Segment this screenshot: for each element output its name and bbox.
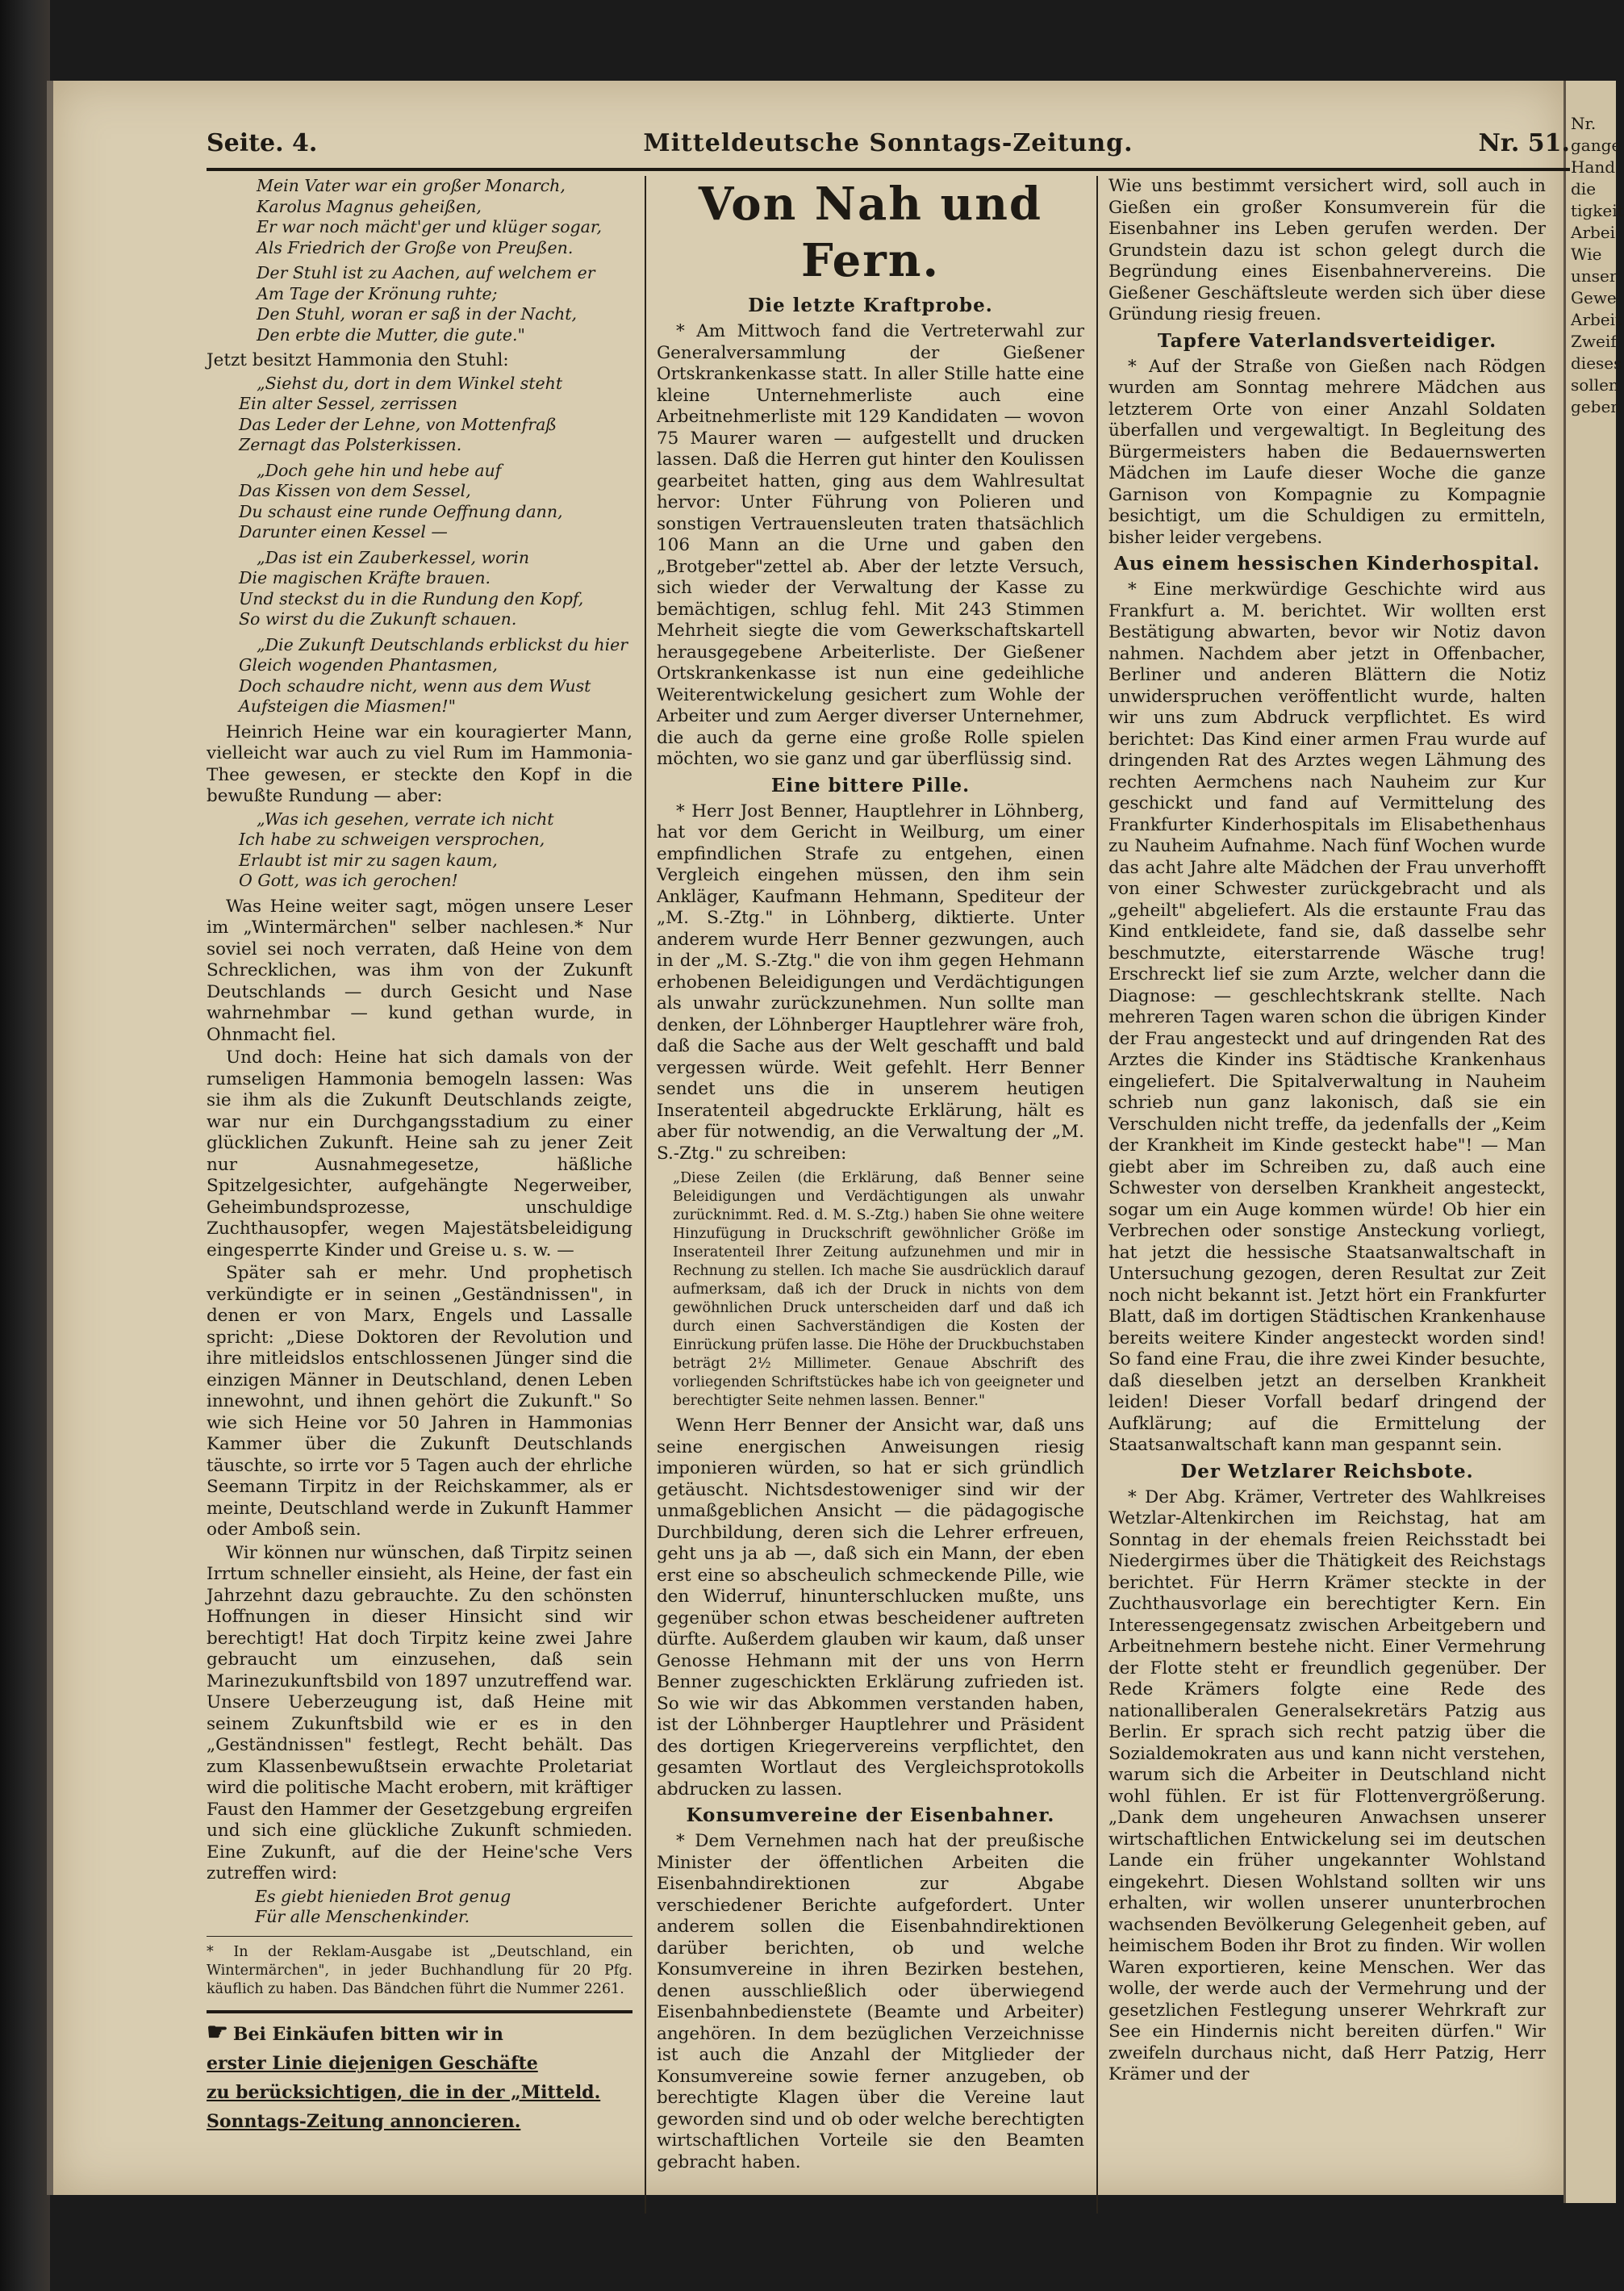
section-heading: Von Nah und Fern. [698, 178, 1043, 287]
article-text: * Eine merkwürdige Geschichte wird aus Frankfurt a. M. berichtet. Wir wollten erst Bestätigung abwarten, bevor wir Notiz davon nahmen. Nachdem aber jetzt in Offenbacher, Berliner und anderen Blättern die Notiz unwiderspruchen veröffentlicht wurde, halten wir uns zum Abdruck verpflichtet. Es wird berichtet: Das Kind einer armen Frau wurde auf dringenden Rat des Arztes wegen Lähmung des rechten Aermchens nach Nauheim zur Kur geschickt und fand auf Vermittelung des Frankfurter Kinderhospitals im Elisabethenhaus zu Nauheim Aufnahme. Nach fünf Wochen wurde das acht Jahre alte Mädchen der Frau unverhofft von einer Schwester zurückgebracht und als „geheilt" abgeliefert. Als die erstaunte Frau das Kind entkleidete, fand sie, daß dasselbe sehr beschmutzte, eiterstarrende Wäsche trug! Erschreckt lief sie zum Arzte, welcher dann die Diagnose: — geschlechtskrank stellte. Nach mehreren Tagen waren schon die übrigen Kinder der Frau angesteckt und auf dringenden Rat des Arztes die Kinder ins Städtische Krankenhaus eingeliefert. Die Spitalverwaltung in Nauheim schrieb nun ganz lakonisch, daß sie ein Verschulden nicht treffe, da jedenfalls der „Keim der Krankheit im Kinde gesteckt habe"! — Man giebt aber im Schreiben zu, daß auch eine Schwester von derselben Krankheit angesteckt, sogar um ein Auge kommen würde! Ob hier ein Verbrechen oder sonstige Ansteckung vorliegt, hat jetzt die hessische Staatsanwaltschaft in Untersuchung gezogen, deren Resultat zur Zeit noch nicht bekannt ist. Jetzt hört ein Frankfurter Blatt, daß im dortigen Städtischen Krankenhause bereits weitere Kinder angesteckt worden sind! So fand eine Frau, die ihre zwei Kinder besuchte, daß dieselben jetzt an derselben Krankheit leiden! Dieser Vorfall bedarf dringend der Aufklärung; auf die Ermittelung der Staatsanwaltschaft kann man gespannt sein. [1108, 579, 1546, 1455]
article-title: Der Wetzlarer Reichsbote. [1180, 1460, 1474, 1482]
footnote: * In der Reklam-Ausgabe ist „Deutschland, ein Wintermärchen", in jeder Buchhandlung für 20 Pfg. käuflich zu haben. Das Bändchen führt die Nummer 2261. [207, 1936, 632, 1999]
article-text: * Auf der Straße von Gießen nach Rödgen wurden am Sonntag mehrere Mädchen aus letzterem Orte von einer Anzahl Soldaten überfallen und vergewaltigt. In Begleitung des Bürgermeisters haben die Bedauernswerten Mädchen im Laufe dieser Woche die ganze Garnison von Kompagnie zu Kompagnie besichtigt, um die Schuldigen zu ermitteln, bisher leider vergebens. [1108, 356, 1546, 548]
next-page-fragment: Wie [1571, 245, 1602, 264]
header-rule [207, 168, 1570, 171]
poem-stanza: „Doch gehe hin und hebe auf Das Kissen von dem Sessel, Du schaust eine runde Oeffnung dann, Darunter einen Kessel — [239, 460, 563, 541]
page-number: Seite. 4. [207, 129, 318, 157]
next-page-fragment: gange [1571, 136, 1622, 155]
poem-stanza: „Das ist ein Zauberkessel, worin Die magischen Kräfte brauen. Und steckst du in die Rundung den Kopf, So wirst du die Zukunft schauen. [239, 547, 584, 629]
next-page-fragment: tigkeit [1571, 201, 1624, 220]
paragraph: Jetzt besitzt Hammonia den Stuhl: [207, 350, 509, 370]
column-rule-2 [1096, 176, 1098, 2214]
column-1 [207, 176, 632, 2136]
article-text: * Dem Vernehmen nach hat der preußische Minister der öffentlichen Arbeiten die Eisenbahndirektionen zur Abgabe verschiedener Berichte aufgefordert. Unter anderem sollen die Eisenbahndirektionen darüber berichten, ob und welche Konsumvereine in ihren Bezirken bestehen, denen ausschließlich oder überwiegend Eisenbahnbedienstete (Beamte und Arbeiter) angehören. In dem bezüglichen Verzeichnisse ist auch die Anzahl der Mitglieder der Konsumvereine sowie ferner anzugeben, ob berechtigte Klagen über die Vereine laut geworden sind und ob oder welche berechtigten wirtschaftlichen Vorteile sie den Beamten gebracht haben. [657, 1831, 1084, 2172]
newspaper-page [53, 81, 1570, 2195]
article-title: Eine bittere Pille. [770, 774, 971, 796]
next-page-fragment: Hand [1571, 157, 1616, 177]
paragraph: Heinrich Heine war ein kouragierter Mann, vielleicht war auch zu viel Rum im Hammonia-Thee gewesen, er steckte den Kopf in die bewußte Rundung — aber: [207, 721, 632, 806]
paragraph: Wir können nur wünschen, daß Tirpitz seinen Irrtum schneller einsieht, als Heine, der fast ein Jahrzehnt dazu gebrauchte. Zu den schönsten Hoffnungen in dieser Hinsicht sind wir berechtigt! Hat doch Tirpitz keine zwei Jahre gebraucht um einzusehen, daß sein Marinezukunftsbild von 1897 unzutreffend war. Unsere Ueberzeugung ist, daß Heine mit seinem Zukunftsbild wie er es in den „Geständnissen" festlegt, Recht behält. Das zum Klassenbewußtsein erwachte Proletariat wird die politische Macht erobern, mit kräftiger Faust den Hammer der Gesetzgebung ergreifen und sich eine glückliche Zukunft schmieden. Eine Zukunft, auf die der Heine'sche Vers zutreffen wird: [207, 1542, 632, 1883]
paragraph: Später sah er mehr. Und prophetisch verkündigte er in seinen „Geständnissen", in denen er von Marx, Engels und Lassalle spricht: „Diese Doktoren der Revolution und ihre mitleidslos entschlossenen Jünger sind die einzigen Männer in Deutschland, denen Leben innewohnt, und ihnen gehört die Zukunft." So wie sich Heine vor 50 Jahren in Hammonias Kammer über die Zukunft Deutschlands täuschte, so irrte vor 5 Tagen auch der ehrliche Seemann Tirpitz in der Reichskammer, als er meinte, Deutschland werde in Zukunft Hammer oder Amboß sein. [207, 1263, 632, 1540]
next-page-fragment: Arbeit [1571, 310, 1622, 329]
paragraph: Und doch: Heine hat sich damals von der rumseligen Hammonia bemogeln lassen: Was sie ihm als die Zukunft Deutschlands zeigte, war nur ein Durchgangsstadium zu einer glücklichen Zukunft. Heine sah zu jener Zeit nur Ausnahmegesetze, häßliche Spitzelgesichter, aufgehängte Negerweiber, Geheimbundsprozesse, unschuldige Zuchthausopfer, wegen Majestätsbeleidigung eingesperrte Kinder und Greise u. s. w. — [207, 1047, 632, 1260]
article-title: Tapfere Vaterlandsverteidiger. [1157, 329, 1497, 352]
next-page-fragment: Nr. [1571, 114, 1597, 133]
poem-stanza: Mein Vater war ein großer Monarch, Karolus Magnus geheißen, Er war noch mächt'ger und klüger sogar, Als Friedrich der Große von Preußen. [257, 176, 602, 257]
next-page-fragment: geben [1571, 397, 1622, 416]
article-text: * Der Abg. Krämer, Vertreter des Wahlkreises Wetzlar-Altenkirchen im Reichstag, hat am Sonntag in der ehemals freien Reichsstadt bei Niedergirmes über die Thätigkeit des Reichstags berichtet. Für Herrn Krämer steckte in der Zuchthausvorlage ein berechtigter Kern. Ein Interessengegensatz zwischen Arbeitgebern und Arbeitnehmern bestehe nicht. Einer Vermehrung der Flotte steht er freundlich gegenüber. Der Rede Krämers folgte eine Rede des nationalliberalen Generalsekretärs Patzig aus Berlin. Er sprach sich recht patzig über die Sozialdemokraten aus und kann nicht verstehen, warum sich die Arbeiter in Deutschland nicht wohl fühlen. Er ist für Flottenvergrößerung. „Dank dem ungeheuren Anwachsen unserer wirtschaftlichen Entwickelung sei im deutschen Lande ein früher ungekannter Wohlstand eingekehrt. Diesen Wohlstand sollten wir uns erhalten, wir wollen unserer ununterbrochen wachsenden Bevölkerung Gelegenheit geben, auf heimischem Boden ihr Brot zu finden. Wir wollen Waren exportieren, keine Menschen. Wer das wolle, der werde auch der Vermehrung und der gesetzlichen Festlegung unserer Wehrkraft zur See ein Hindernis nicht bereiten dürfen." Wir zweifeln durchaus nicht, daß Herr Patzig, Herr Krämer und der [1108, 1486, 1546, 2084]
column-rule-1 [645, 176, 646, 2214]
next-page-fragment: Zweif [1571, 332, 1617, 351]
next-page-fragment: Arbei [1571, 223, 1616, 242]
book-binding [0, 0, 50, 2291]
next-page-fragments [1566, 81, 1624, 418]
next-page-fragment: dieses [1571, 353, 1622, 373]
column-3 [1108, 176, 1546, 2088]
paragraph: Was Heine weiter sagt, mögen unsere Leser im „Wintermärchen" selber nachlesen.* Nur soviel sei noch verraten, daß Heine von dem Schrecklichen, was ihm von der Zukunft Deutschlands — durch Gesicht und Nase wahrnehmbar — kund gethan wurde, in Ohnmacht fiel. [207, 896, 632, 1045]
article-text: Wenn Herr Benner der Ansicht war, daß uns seine energischen Anweisungen riesig imponieren würden, so hat er sich gründlich getäuscht. Nichtsdestoweniger sind wir der unmaßgeblichen Ansicht — die pädagogische Durchbildung, deren sich die Lehrer erfreuen, geht uns ja ab —, daß sich ein Mann, der eben erst eine so abscheulich schmeckende Pille, wie den Widerruf, hinunterschlucken mußte, uns gegenüber schon etwas bescheidener auftreten dürfte. Außerdem glauben wir kaum, daß unser Genosse Hehmann mit der uns von Herrn Benner zugeschickten Erklärung zufrieden ist. So wie wir das Abkommen verstanden haben, ist der Löhnberger Hauptlehrer und Präsident des dortigen Kriegervereins verpflichtet, den gesamten Wortlaut des Vergleichsprotokolls abdrucken zu lassen. [657, 1415, 1084, 1800]
poem-stanza: Es giebt hienieden Brot genug Für alle Menschenkinder. [255, 1886, 511, 1926]
page-header [207, 129, 1570, 168]
newspaper-title: Mitteldeutsche Sonntags-Zeitung. [643, 129, 1133, 157]
next-page-edge [1563, 81, 1624, 2203]
advertising-notice: ☛ Bei Einkäufen bitten wir in erster Linie diejenigen Geschäfte zu berücksichtigen, die in der „Mitteld. Sonntags-Zeitung annoncieren. [207, 2010, 632, 2136]
article-title: Aus einem hessischen Kinderhospital. [1113, 553, 1540, 575]
poem-stanza: „Die Zukunft Deutschlands erblickst du hier Gleich wogenden Phantasmen, Doch schaudre nicht, wenn aus dem Wust Aufsteigen die Miasmen!" [239, 634, 628, 716]
column-2 [657, 176, 1084, 2175]
issue-number: Nr. 51. [1478, 129, 1570, 157]
next-page-fragment: unser [1571, 266, 1618, 286]
quoted-letter: „Diese Zeilen (die Erklärung, daß Benner seine Beleidigungen und Verdächtigungen als unwahr zurücknimmt. Red. d. M. S.-Ztg.) haben Sie ohne weitere Hinzufügung in Druckschrift gewöhnlicher Größe im Inseratenteil Ihrer Zeitung aufzunehmen und mir in Rechnung zu stellen. Ich mache Sie ausdrücklich darauf aufmerksam, daß ich der Druck in nichts von dem gewöhnlichen Druck unterscheiden darf und daß ich durch einen Sachverständigen die Kosten der Einrückung prüfen lasse. Die Höhe der Druckbuchstaben beträgt 2½ Millimeter. Genaue Abschrift des vorliegenden Schriftstückes habe ich von geeigneter und berechtigter Seite nehmen lassen. Benner." [673, 1170, 1084, 1409]
pointing-hand-icon: ☛ [207, 2017, 228, 2046]
article-text: * Am Mittwoch fand die Vertreterwahl zur Generalversammlung der Gießener Ortskrankenkasse statt. In aller Stille hatte eine kleine Unternehmerliste auch eine Arbeitnehmerliste mit 129 Kandidaten — wovon 75 Maurer waren — aufgestellt und drucken lassen. Daß die Herren gut hinter den Koulissen gearbeitet hatten, ging aus dem Wahlresultat hervor: Unter Führung von Polieren und sonstigen Vertrauensleuten traten thatsächlich 106 Mann an die Urne und gaben den „Brotgeber"zettel ab. Aber der letzte Versuch, sich wieder der Verwaltung der Kasse zu bemächtigen, schlug fehl. Mit 243 Stimmen Mehrheit siegte die vom Gewerkschaftskartell herausgegebene Arbeiterliste. Der Gießener Ortskrankenkasse ist nun eine gedeihliche Weiterentwickelung gesichert zum Wohle der Arbeiter und zum Aerger diverser Unternehmer, die auch da gerne eine große Rolle spielen möchten, wo sie ganz und gar überflüssig sind. [657, 321, 1084, 769]
article-title: Die letzte Kraftprobe. [748, 295, 993, 316]
next-page-fragment: Gewe [1571, 288, 1617, 307]
next-page-fragment: sollen [1571, 375, 1619, 395]
poem-stanza: Der Stuhl ist zu Aachen, auf welchem er Am Tage der Krönung ruhte; Den Stuhl, woran er saß in der Nacht, Den erbte die Mutter, die gute." [257, 263, 595, 345]
poem-stanza: „Was ich gesehen, verrate ich nicht Ich habe zu schweigen versprochen, Erlaubt ist mir zu sagen kaum, O Gott, was ich gerochen! [239, 809, 554, 890]
article-text: * Herr Jost Benner, Hauptlehrer in Löhnberg, hat vor dem Gericht in Weilburg, um einer empfindlichen Strafe zu entgehen, einen Vergleich eingehen müssen, den ihm sein Ankläger, Kaufmann Hehmann, Spediteur der „M. S.-Ztg." in Löhnberg, diktierte. Unter anderem wurde Herr Benner gezwungen, auch in der „M. S.-Ztg." die von ihm gegen Hehmann erhobenen Beleidigungen und Verdächtigungen als unwahr zurückzunehmen. Nun sollte man denken, der Löhnberger Hauptlehrer wäre froh, daß die Sache aus der Welt geschafft und bald vergessen würde. Weit gefehlt. Herr Benner sendet uns die in unserem heutigen Inseratenteil abgedruckte Erklärung, hält es aber für notwendig, an die Verwaltung der „M. S.-Ztg." zu schreiben: [657, 801, 1084, 1164]
article-title: Konsumvereine der Eisenbahner. [686, 1804, 1055, 1826]
poem-stanza: „Siehst du, dort in dem Winkel steht Ein alter Sessel, zerrissen Das Leder der Lehne, von Mottenfraß Zernagt das Polsterkissen. [239, 373, 563, 454]
article-text: Wie uns bestimmt versichert wird, soll auch in Gießen ein großer Konsumverein für die Eisenbahner ins Leben gerufen werden. Der Grundstein dazu ist schon gelegt durch die Begründung eines Eisenbahnervereins. Die Gießener Geschäftsleute werden sich über diese Gründung riesig freuen. [1108, 176, 1546, 324]
next-page-fragment: die [1571, 179, 1597, 199]
